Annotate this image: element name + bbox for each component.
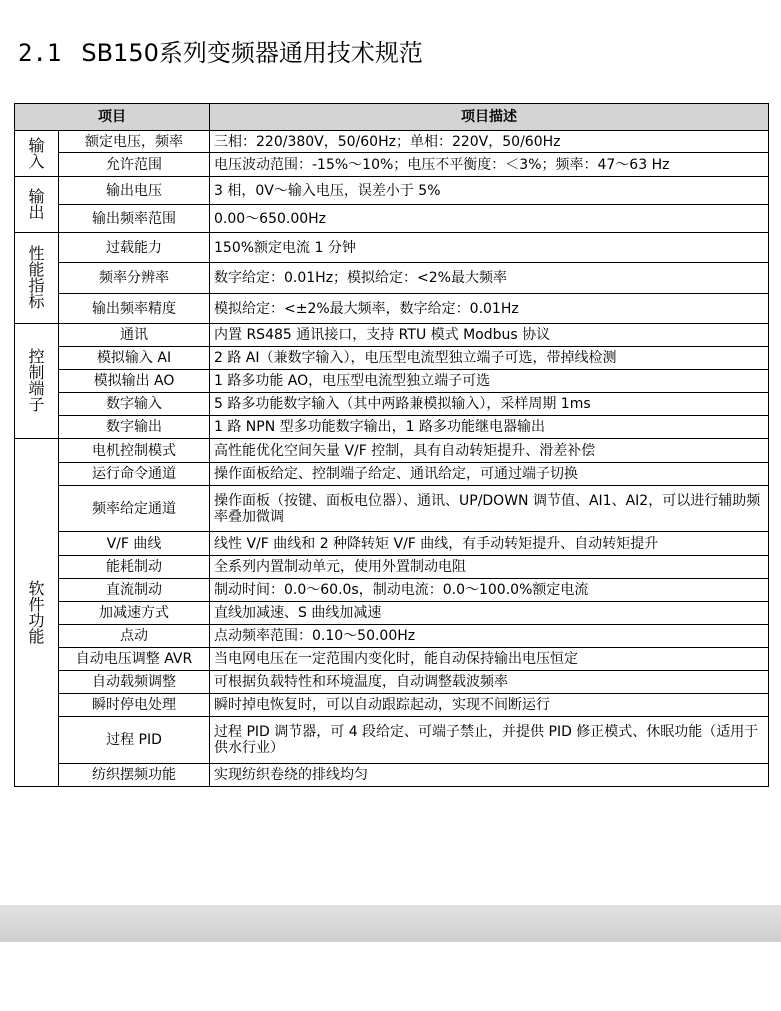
row-item: 额定电压，频率 [59, 131, 210, 153]
row-item: 输出频率范围 [59, 205, 210, 233]
header-item: 项目 [15, 104, 210, 131]
table-row [15, 233, 769, 263]
group-label-control-terminals: 控 制 端 子 [15, 324, 59, 439]
row-item: V/F 曲线 [59, 532, 210, 556]
row-description: 制动时间：0.0～60.0s，制动电流：0.0～100.0%额定电流 [210, 579, 769, 602]
spec-table [14, 103, 769, 787]
group-label-performance: 性 能 指 标 [15, 233, 59, 324]
table-row [15, 671, 769, 694]
row-description: 高性能优化空间矢量 V/F 控制，具有自动转矩提升、滑差补偿 [210, 439, 769, 463]
row-item: 允许范围 [59, 153, 210, 177]
table-row [15, 177, 769, 205]
table-row [15, 648, 769, 671]
row-item: 运行命令通道 [59, 463, 210, 486]
table-row [15, 131, 769, 153]
table-row [15, 717, 769, 764]
row-item: 过载能力 [59, 233, 210, 263]
row-description: 全系列内置制动单元，使用外置制动电阻 [210, 556, 769, 579]
row-item: 数字输出 [59, 416, 210, 439]
table-row [15, 556, 769, 579]
table-row [15, 764, 769, 787]
row-item: 能耗制动 [59, 556, 210, 579]
table-row [15, 602, 769, 625]
row-item: 电机控制模式 [59, 439, 210, 463]
row-item: 自动载频调整 [59, 671, 210, 694]
table-row [15, 532, 769, 556]
row-description: 当电网电压在一定范围内变化时，能自动保持输出电压恒定 [210, 648, 769, 671]
section-title-text: SB150系列变频器通用技术规范 [81, 39, 423, 67]
row-description: 1 路多功能 AO，电压型电流型独立端子可选 [210, 370, 769, 393]
table-row [15, 579, 769, 602]
row-description: 操作面板给定、控制端子给定、通讯给定，可通过端子切换 [210, 463, 769, 486]
row-description: 实现纺织卷绕的排线均匀 [210, 764, 769, 787]
table-row [15, 324, 769, 347]
table-row [15, 694, 769, 717]
table-header-row [15, 104, 769, 131]
table-row [15, 416, 769, 439]
group-label-output: 输 出 [15, 177, 59, 233]
row-item: 输出频率精度 [59, 294, 210, 324]
row-description: 操作面板（按键、面板电位器）、通讯、UP/DOWN 调节值、AI1、AI2，可以进行辅助频率叠加微调 [210, 486, 769, 532]
row-description: 2 路 AI（兼数字输入），电压型电流型独立端子可选，带掉线检测 [210, 347, 769, 370]
row-description: 可根据负载特性和环境温度，自动调整载波频率 [210, 671, 769, 694]
table-row [15, 263, 769, 294]
row-description: 0.00～650.00Hz [210, 205, 769, 233]
row-item: 过程 PID [59, 717, 210, 764]
row-item: 直流制动 [59, 579, 210, 602]
row-item: 频率给定通道 [59, 486, 210, 532]
row-description: 3 相，0V～输入电压，误差小于 5% [210, 177, 769, 205]
cropped-chapter-heading [330, 0, 470, 4]
row-description: 内置 RS485 通讯接口，支持 RTU 模式 Modbus 协议 [210, 324, 769, 347]
row-item: 模拟输入 AI [59, 347, 210, 370]
page-footer-band [0, 905, 781, 942]
row-item: 纺织摆频功能 [59, 764, 210, 787]
row-item: 数字输入 [59, 393, 210, 416]
row-description: 1 路 NPN 型多功能数字输出，1 路多功能继电器输出 [210, 416, 769, 439]
table-row [15, 205, 769, 233]
table-row [15, 347, 769, 370]
table-row [15, 370, 769, 393]
row-description: 电压波动范围：-15%～10%；电压不平衡度：＜3%；频率：47～63 Hz [210, 153, 769, 177]
row-description: 点动频率范围：0.10～50.00Hz [210, 625, 769, 648]
table-row [15, 294, 769, 324]
row-item: 输出电压 [59, 177, 210, 205]
row-item: 通讯 [59, 324, 210, 347]
row-description: 过程 PID 调节器，可 4 段给定、可端子禁止，并提供 PID 修正模式、休眠功能（适用于供水行业） [210, 717, 769, 764]
row-item: 瞬时停电处理 [59, 694, 210, 717]
row-description: 瞬时掉电恢复时，可以自动跟踪起动，实现不间断运行 [210, 694, 769, 717]
row-description: 直线加减速、S 曲线加减速 [210, 602, 769, 625]
row-description: 150%额定电流 1 分钟 [210, 233, 769, 263]
table-row [15, 153, 769, 177]
row-item: 频率分辨率 [59, 263, 210, 294]
section-title [18, 36, 423, 70]
row-description: 数字给定：0.01Hz；模拟给定：<2%最大频率 [210, 263, 769, 294]
row-description: 模拟给定：<±2%最大频率，数字给定：0.01Hz [210, 294, 769, 324]
table-row [15, 393, 769, 416]
row-description: 5 路多功能数字输入（其中两路兼模拟输入），采样周期 1ms [210, 393, 769, 416]
group-label-input: 输 入 [15, 131, 59, 177]
section-number: 2.1 [18, 39, 62, 67]
row-item: 自动电压调整 AVR [59, 648, 210, 671]
table-row [15, 439, 769, 463]
row-description: 线性 V/F 曲线和 2 种降转矩 V/F 曲线，有手动转矩提升、自动转矩提升 [210, 532, 769, 556]
group-label-software: 软 件 功 能 [15, 439, 59, 787]
row-item: 模拟输出 AO [59, 370, 210, 393]
row-item: 点动 [59, 625, 210, 648]
table-row [15, 625, 769, 648]
header-description: 项目描述 [210, 104, 769, 131]
table-row [15, 463, 769, 486]
row-description: 三相：220/380V，50/60Hz；单相：220V，50/60Hz [210, 131, 769, 153]
table-row [15, 486, 769, 532]
row-item: 加减速方式 [59, 602, 210, 625]
